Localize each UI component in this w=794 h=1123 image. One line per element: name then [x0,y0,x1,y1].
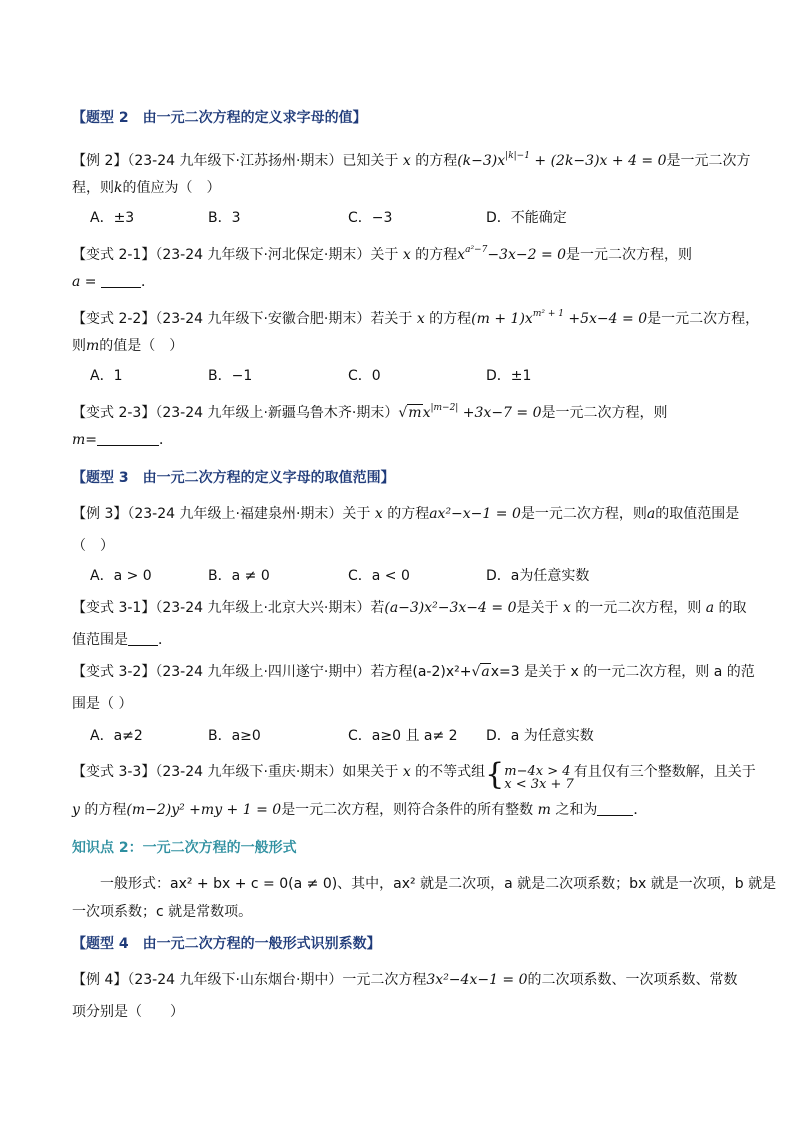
option-b: B．a ≠ 0 [208,568,270,584]
example-4-line1: 【例 4】（23-24 九年级下·山东烟台·期中）一元二次方程3x²−4x−1 = 0的二次项系数、一次项系数、常数 [72,972,738,988]
knowledge-point-heading: 知识点 2：一元二次方程的一般形式 [72,840,297,856]
example-2-line2: 程，则k的值应为（ ） [72,180,221,196]
example-3-line1: 【例 3】（23-24 九年级上·福建泉州·期末）关于 x 的方程ax²−x−1 = 0是一元二次方程，则a的取值范围是 [72,506,740,522]
option-b: B．3 [208,210,241,226]
knowledge-point-body-line2: 一次项系数；c 就是常数项。 [72,904,253,920]
answer-blank[interactable] [97,431,159,446]
section-heading-type3: 【题型 3 由一元二次方程的定义字母的取值范围】 [72,470,395,486]
example-3-line2: （ ） [72,538,114,554]
variant-3-2-line2: 围是（ ） [72,696,133,712]
sqrt-symbol: √m [398,405,422,421]
variant-2-2-line1: 【变式 2-2】（23-24 九年级下·安徽合肥·期末）若关于 x 的方程$(m + 1)x^{m^2 + 1} +5x-4 = 0$是一元二次方程， [72,309,760,327]
variant-3-3-line1: 【变式 3-3】（23-24 九年级下·重庆·期末）如果关于 x 的不等式组{ m−4x > 4 x < 3x + 7 有且仅有三个整数解，且关于 [72,757,756,792]
option-d: D．不能确定 [486,210,567,226]
example-4-line2: 项分别是（ ） [72,1004,184,1020]
option-a: A．a > 0 [90,568,152,584]
variant-3-1-line2: 值范围是 ． [72,632,172,648]
option-c: C．−3 [348,210,393,226]
option-d: D．a为任意实数 [486,568,590,584]
sqrt-symbol: √a [471,664,490,680]
option-c: C．a < 0 [348,568,410,584]
answer-blank[interactable] [597,801,633,816]
option-c: C．a≥0 且 a≠ 2 [348,728,458,744]
brace-symbol: { [485,757,505,792]
variant-2-3-line1: 【变式 2-3】（23-24 九年级上·新疆乌鲁木齐·期末）$√mx^{|m-2|} +3x-7 = 0$是一元二次方程，则 [72,403,668,421]
knowledge-point-body-line1: 一般形式：ax² + bx + c = 0(a ≠ 0)、其中，ax² 就是二次项，a 就是二次项系数；bx 就是一次项，b 就是 [100,876,777,892]
variant-2-1-line1: 【变式 2-1】（23-24 九年级下·河北保定·期末）关于 x 的方程$x^{a^2-7}-3x-2 = 0$是一元二次方程，则 [72,245,693,263]
option-a: A．±3 [90,210,135,226]
variant-2-2-line2: 则m的值是（ ） [72,338,184,354]
section-heading-type2: 【题型 2 由一元二次方程的定义求字母的值】 [72,110,367,126]
variant-3-3-line2: y 的方程(m−2)y² +my + 1 = 0是一元二次方程，则符合条件的所有整数 m 之和为 ． [72,802,648,818]
answer-blank[interactable] [128,631,158,646]
option-d: D．±1 [486,368,532,384]
option-b: B．−1 [208,368,253,384]
option-a: A．1 [90,368,123,384]
variant-3-2-line1: 【变式 3-2】（23-24 九年级上·四川遂宁·期中）若方程(a-2)x²+√ax=3 是关于 x 的一元二次方程，则 a 的范 [72,664,755,680]
option-a: A．a≠2 [90,728,143,744]
section-heading-type4: 【题型 4 由一元二次方程的一般形式识别系数】 [72,936,381,952]
answer-blank[interactable] [101,273,141,288]
option-d: D．a 为任意实数 [486,728,594,744]
example-2-line1: 【例 2】（23-24 九年级下·江苏扬州·期末）已知关于 x 的方程$(k-3)x^{|k|-1} + (2k-3)x + 4 = 0$是一元二次方 [72,151,751,169]
variant-2-3-line2: m= ． [72,432,174,448]
option-c: C．0 [348,368,381,384]
variant-2-1-line2: a = ． [72,274,155,290]
inequality-system: m−4x > 4 x < 3x + 7 [504,764,574,792]
variant-3-1-line1: 【变式 3-1】（23-24 九年级上·北京大兴·期末）若(a−3)x²−3x−4 = 0是关于 x 的一元二次方程，则 a 的取 [72,600,747,616]
option-b: B．a≥0 [208,728,261,744]
